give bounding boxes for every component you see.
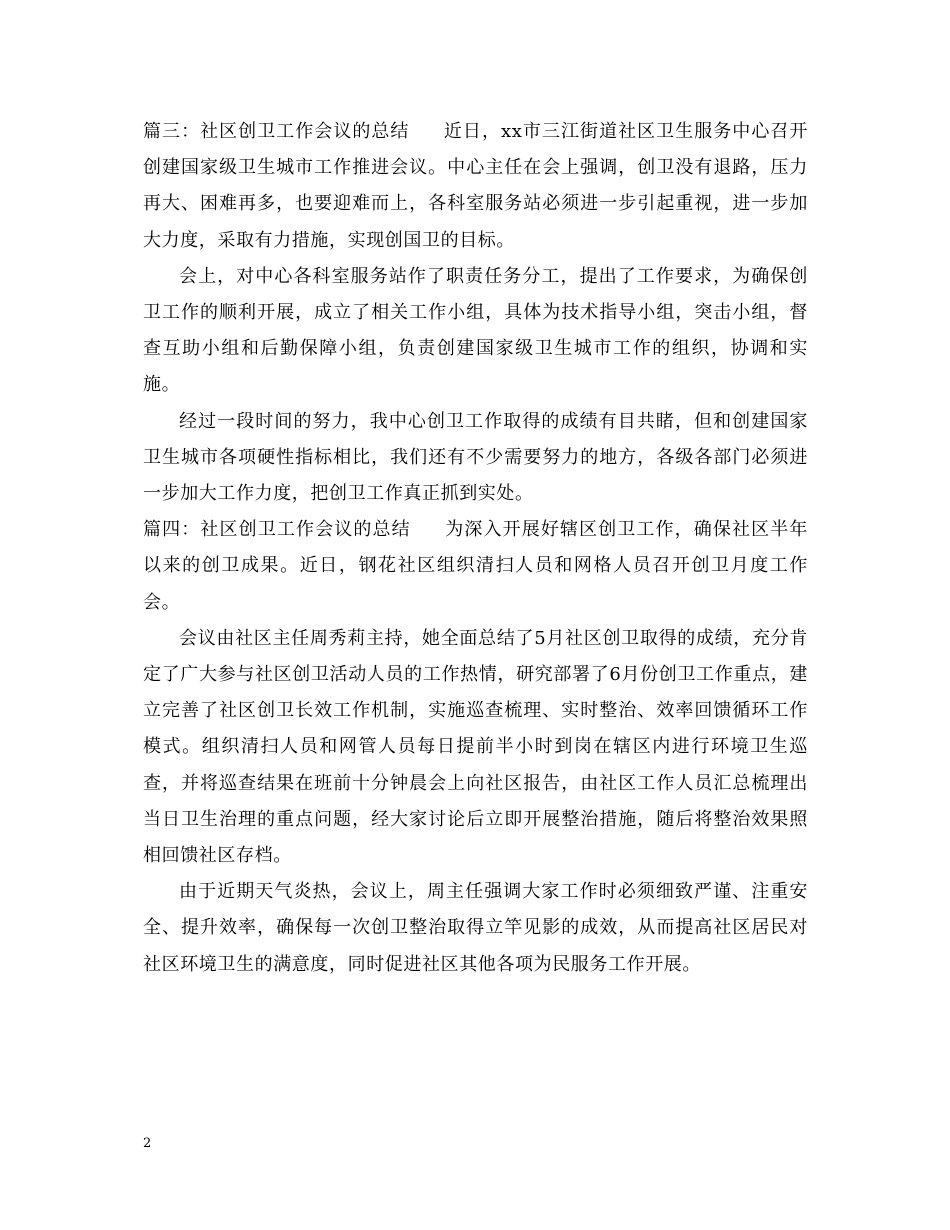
paragraph-progress-summary: 经过一段时间的努力，我中心创卫工作取得的成绩有目共睹，但和创建国家卫生城市各项硬性指标相比，我们还有不少需要努力的地方，各级各部门必须进一步加大工作力度，把创卫工作真正抓到实处。 xyxy=(143,410,808,505)
paragraph-meeting-details: 会议由社区主任周秀莉主持，她全面总结了5月社区创卫取得的成绩，充分肯定了广大参与社区创卫活动人员的工作热情，研究部署了6月份创卫工作重点，建立完善了社区创卫长效工作机制，实施巡查梳理、实时整治、效率回馈循环工作模式。组织清扫人员和网管人员每日提前半小时到岗在辖区内进行环境卫生巡查，并将巡查结果在班前十分钟晨会上向社区报告，由社区工作人员汇总梳理出当日卫生治理的重点问题，经大家讨论后立即开展整治措施，随后将整治效果照相回馈社区存档。 xyxy=(143,627,808,867)
paragraph-safety-emphasis: 由于近期天气炎热，会议上，周主任强调大家工作时必须细致严谨、注重安全、提升效率，确保每一次创卫整治取得立竿见影的成效，从而提高社区居民对社区环境卫生的满意度，同时促进社区其他各项为民服务工作开展。 xyxy=(143,881,808,975)
paragraph-task-division: 会上，对中心各科室服务站作了职责任务分工，提出了工作要求，为确保创卫工作的顺利开展，成立了相关工作小组，具体为技术指导小组，突击小组，督查互助小组和后勤保障小组，负责创建国家级卫生城市工作的组织，协调和实施。 xyxy=(143,265,808,396)
section-three-heading: 篇三：社区创卫工作会议的总结 xyxy=(143,121,410,142)
document-body xyxy=(143,114,808,983)
paragraph-section-four-intro xyxy=(143,512,808,621)
section-three-intro-text: 近日，xx市三江街道社区卫生服务中心召开创建国家级卫生城市工作推进会议。中心主任在会上强调，创卫没有退路，压力再大、困难再多，也要迎难而上，各科室服务站必须进一步引起重视，进一步加大力度，采取有力措施，实现创国卫的目标。 xyxy=(143,121,808,251)
page-number: 2 xyxy=(143,1136,152,1151)
section-four-heading: 篇四：社区创卫工作会议的总结 xyxy=(143,519,411,541)
paragraph-section-three-intro xyxy=(143,114,808,259)
section-four-intro-text: 为深入开展好辖区创卫工作，确保社区半年以来的创卫成果。近日，钢花社区组织清扫人员和网格人员召开创卫月度工作会。 xyxy=(143,519,808,613)
